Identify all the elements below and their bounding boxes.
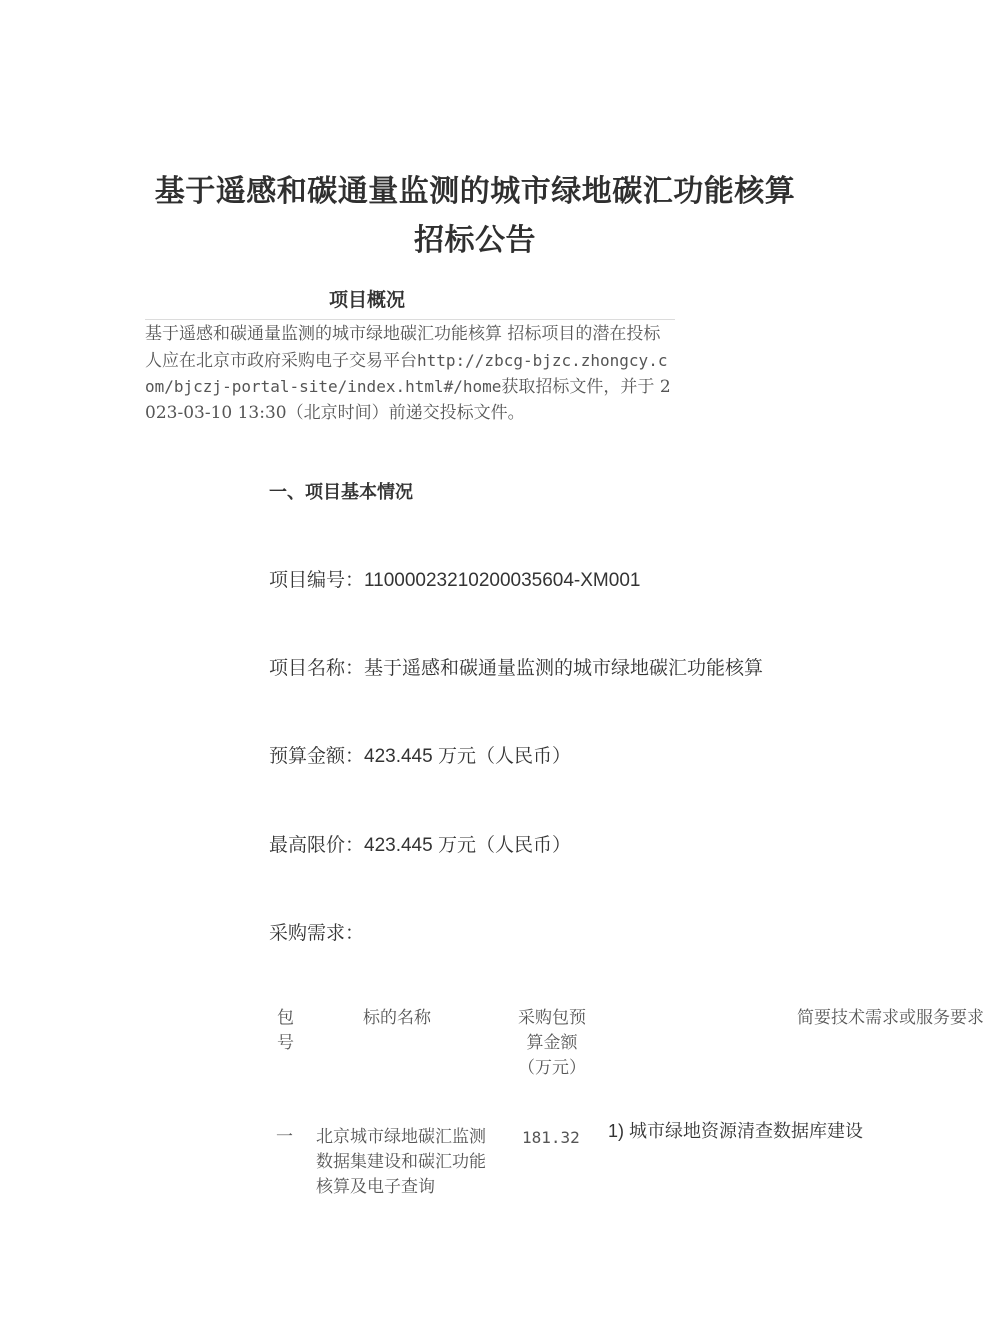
overview-heading: 项目概况 [329,289,406,311]
table-header-package: 包号 [277,1008,294,1053]
row-tech-requirement: 1) 城市绿地资源清查数据库建设 [608,1121,864,1141]
project-number: 项目编号：11000023210200035604-XM001 [269,570,641,591]
table-header-tech: 简要技术需求或服务要求 [797,1008,984,1028]
overview-text-after: 获取招标文件，并于 2023-03-10 13:30（北京时间）前递交投标文件。 [145,377,671,423]
page-title-line-1: 基于遥感和碳通量监测的城市绿地碳汇功能核算 [154,174,796,209]
overview-paragraph [145,322,677,426]
row-package: 一 [276,1127,293,1147]
platform-url: http://zbcg-bjzc.zhongcy.com/bjczj-portal-site/index.html#/home [145,350,668,396]
row-item-name: 北京城市绿地碳汇监测数据集建设和碳汇功能核算及电子查询 [316,1127,486,1197]
section-heading-basic-info: 一、项目基本情况 [269,482,413,503]
overview-text-before: 基于遥感和碳通量监测的城市绿地碳汇功能核算 招标项目的潜在投标人应在北京市政府采购电子交易平台 [145,324,661,371]
project-name: 项目名称：基于遥感和碳通量监测的城市绿地碳汇功能核算 [269,658,764,679]
row-budget: 181.32 [522,1128,580,1147]
budget-amount: 预算金额：423.445 万元（人民币） [269,746,571,767]
table-header-name: 标的名称 [363,1008,431,1028]
max-price: 最高限价：423.445 万元（人民币） [269,835,571,856]
table-header-budget: 采购包预算金额（万元） [518,1008,586,1078]
overview-divider [145,319,675,320]
requirements-label: 采购需求： [269,923,365,944]
page-title-line-2: 招标公告 [414,223,536,258]
